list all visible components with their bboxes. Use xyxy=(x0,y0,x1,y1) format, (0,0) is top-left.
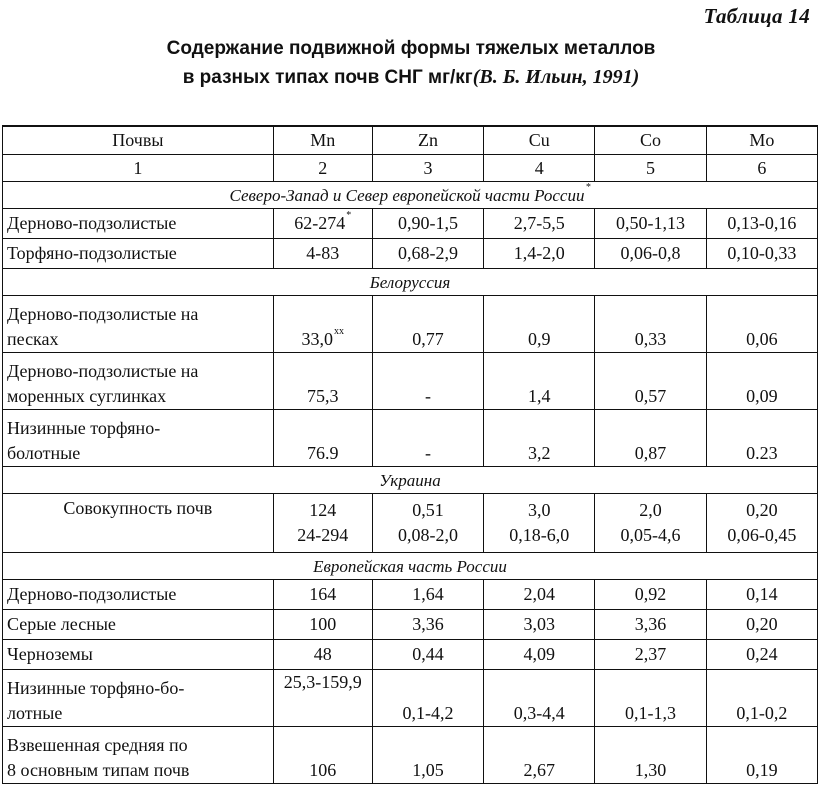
cu-value: 3,2 xyxy=(484,410,595,467)
cu-value: 0,3-4,4 xyxy=(484,670,595,727)
table-row xyxy=(3,727,818,784)
co-value: 0,33 xyxy=(595,296,706,353)
soil-name: Совокупность почв xyxy=(3,494,274,553)
zn-range: 0,08-2,0 xyxy=(398,525,459,545)
co-value: 2,37 xyxy=(595,640,706,670)
table-row xyxy=(3,580,818,610)
mo-mean: 0,20 xyxy=(746,500,778,520)
zn-mean: 0,51 xyxy=(412,500,444,520)
zn-value: - xyxy=(372,353,483,410)
mn-value: 76.9 xyxy=(273,410,372,467)
soil-name-line1: Низинные торфяно-бо- xyxy=(7,678,185,698)
co-value xyxy=(595,494,706,553)
region-row xyxy=(3,269,818,296)
mn-value xyxy=(273,296,372,353)
mn-range: 24-294 xyxy=(297,525,349,545)
mn-footnote-mark: xx xyxy=(334,326,345,337)
co-value: 0,50-1,13 xyxy=(595,209,706,239)
soil-name xyxy=(3,410,274,467)
region-heading xyxy=(3,182,818,209)
region-heading: Европейская часть России xyxy=(3,553,818,580)
cu-value: 2,67 xyxy=(484,727,595,784)
mo-value xyxy=(706,494,817,553)
region-footnote-mark: * xyxy=(585,181,591,193)
col-header-zn: Zn xyxy=(372,126,483,155)
soil-name-line2: лотные xyxy=(7,703,63,723)
soil-name: Дерново-подзолистые xyxy=(3,580,274,610)
table-title-line1: Содержание подвижной формы тяжелых металлов xyxy=(166,38,656,59)
table-row xyxy=(3,410,818,467)
co-range: 0,05-4,6 xyxy=(620,525,681,545)
table-row xyxy=(3,640,818,670)
soil-name-line2: моренных суглинках xyxy=(7,386,167,406)
cu-value: 0,9 xyxy=(484,296,595,353)
mn-footnote-mark: * xyxy=(346,210,352,221)
mn-value: 75,3 xyxy=(273,353,372,410)
mn-value xyxy=(273,209,372,239)
table-author: (В. Б. Ильин, 1991) xyxy=(472,66,640,88)
column-number-row xyxy=(3,155,818,182)
mn-text: 62-274 xyxy=(294,213,346,233)
mo-value: 0,20 xyxy=(706,610,817,640)
cu-value xyxy=(484,494,595,553)
table-row xyxy=(3,296,818,353)
table-row xyxy=(3,670,818,727)
table-title-line2 xyxy=(0,66,822,89)
soil-name xyxy=(3,727,274,784)
soil-name: Серые лесные xyxy=(3,610,274,640)
zn-value xyxy=(372,494,483,553)
col-header-mn: Mn xyxy=(273,126,372,155)
soil-name-line1: Дерново-подзолистые на xyxy=(7,361,199,381)
zn-value: 0,44 xyxy=(372,640,483,670)
cu-mean: 3,0 xyxy=(528,500,551,520)
mo-value: 0,13-0,16 xyxy=(706,209,817,239)
co-value: 0,1-1,3 xyxy=(595,670,706,727)
mo-value: 0,1-0,2 xyxy=(706,670,817,727)
mn-value: 4-83 xyxy=(273,239,372,269)
mo-value: 0.23 xyxy=(706,410,817,467)
col-number: 2 xyxy=(273,155,372,182)
mn-value: 164 xyxy=(273,580,372,610)
zn-value: 0,1-4,2 xyxy=(372,670,483,727)
soil-name: Дерново-подзолистые xyxy=(3,209,274,239)
co-value: 1,30 xyxy=(595,727,706,784)
zn-value: - xyxy=(372,410,483,467)
co-value: 0,06-0,8 xyxy=(595,239,706,269)
header-row xyxy=(3,126,818,155)
col-number: 5 xyxy=(595,155,706,182)
cu-range: 0,18-6,0 xyxy=(509,525,570,545)
cu-value: 4,09 xyxy=(484,640,595,670)
col-number: 1 xyxy=(3,155,274,182)
heavy-metals-table xyxy=(2,125,818,784)
col-header-mo: Mo xyxy=(706,126,817,155)
co-value: 0,87 xyxy=(595,410,706,467)
soil-name-line1: Дерново-подзолистые на xyxy=(7,304,199,324)
mn-mean: 124 xyxy=(309,500,337,520)
soil-name xyxy=(3,296,274,353)
region-row xyxy=(3,467,818,494)
col-header-cu: Cu xyxy=(484,126,595,155)
soil-name: Торфяно-подзолистые xyxy=(3,239,274,269)
soil-name-line1: Низинные торфяно- xyxy=(7,418,161,438)
soil-name-line2: 8 основным типам почв xyxy=(7,760,190,780)
table-row xyxy=(3,209,818,239)
mn-value: 48 xyxy=(273,640,372,670)
col-number: 6 xyxy=(706,155,817,182)
mo-value: 0,06 xyxy=(706,296,817,353)
zn-value: 1,05 xyxy=(372,727,483,784)
co-value: 0,92 xyxy=(595,580,706,610)
table-title-text: в разных типах почв СНГ мг/кг xyxy=(182,67,473,88)
soil-name-line2: песках xyxy=(7,329,59,349)
mn-value: 106 xyxy=(273,727,372,784)
soil-name xyxy=(3,353,274,410)
table-number: Таблица 14 xyxy=(703,4,810,28)
soil-name-line1: Взвешенная средняя по xyxy=(7,735,188,755)
zn-value: 0,77 xyxy=(372,296,483,353)
mo-range: 0,06-0,45 xyxy=(727,525,797,545)
mn-value xyxy=(273,494,372,553)
region-heading: Белоруссия xyxy=(3,269,818,296)
table-row xyxy=(3,610,818,640)
mn-value: 100 xyxy=(273,610,372,640)
mo-value: 0,10-0,33 xyxy=(706,239,817,269)
cu-value: 2,04 xyxy=(484,580,595,610)
soil-name-line2: болотные xyxy=(7,443,81,463)
mn-value: 25,3-159,9 xyxy=(273,670,372,727)
cu-value: 1,4-2,0 xyxy=(484,239,595,269)
table-row xyxy=(3,494,818,553)
cu-value: 2,7-5,5 xyxy=(484,209,595,239)
col-number: 3 xyxy=(372,155,483,182)
cu-value: 1,4 xyxy=(484,353,595,410)
region-heading: Украина xyxy=(3,467,818,494)
zn-value: 1,64 xyxy=(372,580,483,610)
col-header-soil: Почвы xyxy=(3,126,274,155)
mo-value: 0,19 xyxy=(706,727,817,784)
region-row xyxy=(3,182,818,209)
zn-value: 3,36 xyxy=(372,610,483,640)
co-mean: 2,0 xyxy=(639,500,662,520)
mn-text: 33,0 xyxy=(301,329,334,349)
cu-value: 3,03 xyxy=(484,610,595,640)
region-row xyxy=(3,553,818,580)
region-name: Северо-Запад и Север европейской части России xyxy=(229,185,585,205)
col-header-co: Co xyxy=(595,126,706,155)
zn-value: 0,90-1,5 xyxy=(372,209,483,239)
zn-value: 0,68-2,9 xyxy=(372,239,483,269)
table-row xyxy=(3,353,818,410)
table-row xyxy=(3,239,818,269)
co-value: 3,36 xyxy=(595,610,706,640)
mo-value: 0,24 xyxy=(706,640,817,670)
soil-name: Черноземы xyxy=(3,640,274,670)
co-value: 0,57 xyxy=(595,353,706,410)
mo-value: 0,14 xyxy=(706,580,817,610)
soil-name xyxy=(3,670,274,727)
mo-value: 0,09 xyxy=(706,353,817,410)
col-number: 4 xyxy=(484,155,595,182)
